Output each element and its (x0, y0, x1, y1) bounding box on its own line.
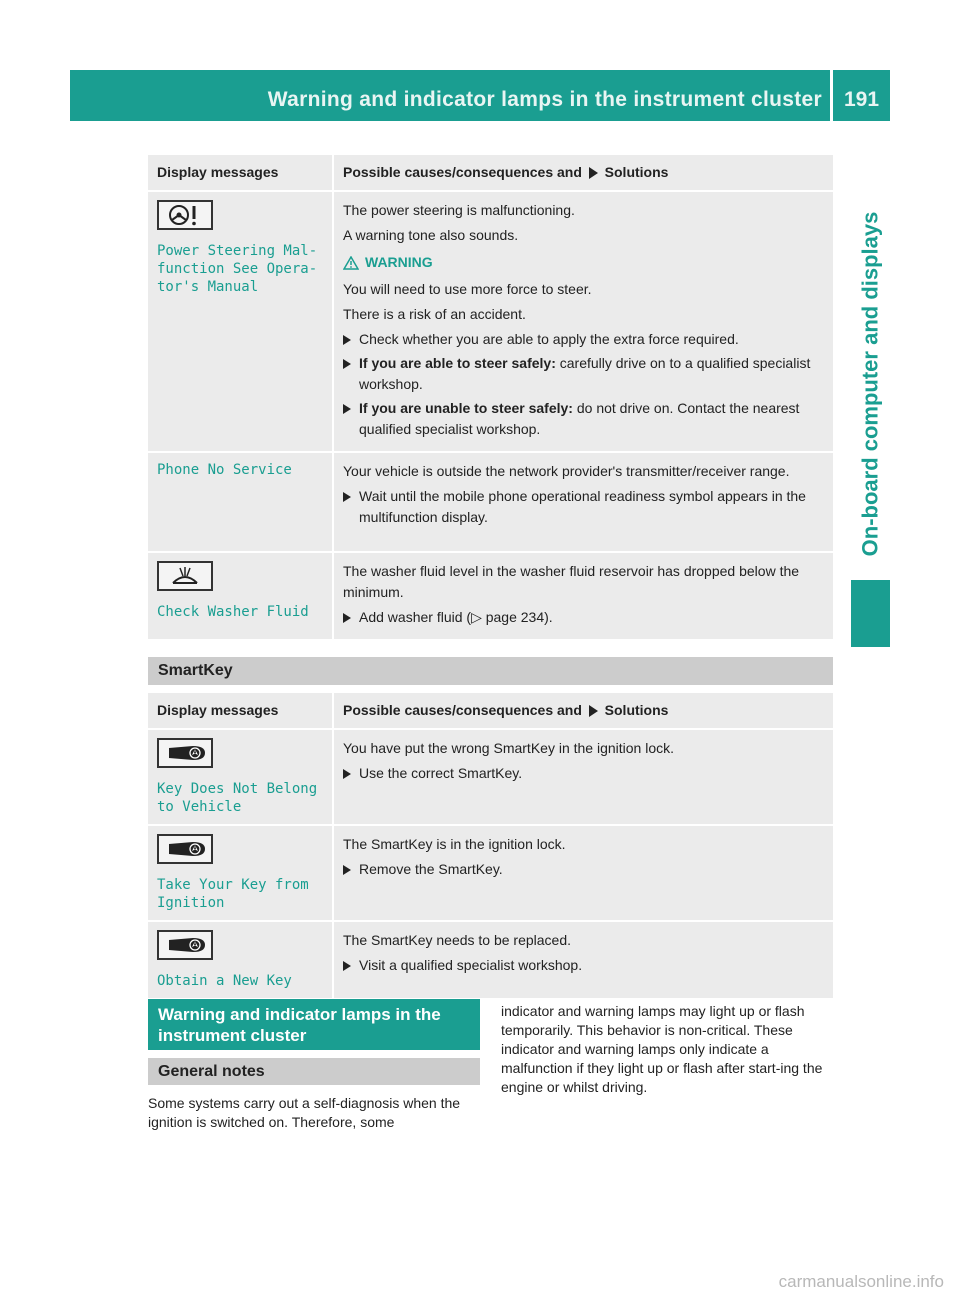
warning-notice: WARNING (343, 252, 824, 273)
display-message: Phone No Service (157, 462, 292, 478)
watermark: carmanualsonline.info (778, 1272, 944, 1291)
step-arrow-icon (343, 359, 351, 369)
step-arrow-icon (343, 613, 351, 623)
step-arrow-icon (343, 492, 351, 502)
step-arrow-icon (343, 404, 351, 414)
table-header-row (148, 155, 833, 191)
step-arrow-icon (343, 335, 351, 345)
message-cell (148, 825, 333, 921)
display-message: Check Washer Fluid (157, 604, 309, 620)
general-notes-text-right: indicator and warning lamps may light up or flash temporarily. This behavior is non-critical. These indicator and warning lamps only indicate a malfunction if they light up or flash after start-ing the engine or whilst driving. (501, 1003, 823, 1095)
page-number: 191 (843, 88, 880, 111)
side-chapter-marker (851, 580, 890, 647)
smartkey-messages-table (148, 693, 833, 1000)
message-cell (148, 191, 333, 452)
solution-cell: The SmartKey needs to be replaced. Visit a qualified specialist workshop. (333, 921, 833, 999)
instruction-step: Visit a qualified specialist workshop. (343, 955, 824, 976)
smartkey-icon (157, 834, 213, 864)
smartkey-icon (157, 930, 213, 960)
message-cell (148, 921, 333, 999)
table-row (148, 921, 833, 999)
lamps-section-title: Warning and indicator lamps in the instrument cluster (148, 999, 480, 1050)
steering-warning-icon (157, 200, 213, 230)
instruction-step: If you are unable to steer safely: do not drive on. Contact the nearest qualified specialist workshop. (343, 398, 824, 440)
header-title: Warning and indicator lamps in the instrument cluster (267, 88, 822, 111)
solution-arrow-icon (589, 705, 598, 717)
warning-triangle-icon (343, 256, 359, 270)
instruction-step: Use the correct SmartKey. (343, 763, 824, 784)
solution-cell: The SmartKey is in the ignition lock. Remove the SmartKey. (333, 825, 833, 921)
col-header-causes-solutions: Possible causes/consequences and Solutions (333, 693, 833, 729)
table-row (148, 552, 833, 640)
step-arrow-icon (343, 769, 351, 779)
table-row (148, 191, 833, 452)
table-header-row (148, 693, 833, 729)
display-messages-table (148, 155, 833, 641)
solution-cell: Your vehicle is outside the network provider's transmitter/receiver range. Wait until the mobile phone operational readiness symbol appears in the multifunction display. (333, 452, 833, 552)
table-row (148, 729, 833, 825)
general-notes-heading: General notes (148, 1058, 480, 1085)
solution-cell: The power steering is malfunctioning. A warning tone also sounds. WARNING You will need to use more force to steer. There is a risk of an accident. Check whether you are able to apply the extra force required. If you are able to steer safely: carefully drive on to a qualified specialist workshop. If you are unable to steer safely: do not drive on. Contact the nearest qualified specialist workshop. (333, 191, 833, 452)
col-header-display-messages: Display messages (148, 155, 333, 191)
instruction-step: Check whether you are able to apply the extra force required. (343, 329, 824, 350)
message-cell (148, 552, 333, 640)
instruction-step: Wait until the mobile phone operational readiness symbol appears in the multifunction display. (343, 486, 824, 528)
smartkey-icon (157, 738, 213, 768)
solution-cell: The washer fluid level in the washer fluid reservoir has dropped below the minimum. Add washer fluid (▷ page 234). (333, 552, 833, 640)
col-header-display-messages: Display messages (148, 693, 333, 729)
message-cell (148, 729, 333, 825)
step-arrow-icon (343, 961, 351, 971)
solution-arrow-icon (589, 167, 598, 179)
side-chapter-label: On-board computer and displays (857, 211, 883, 557)
general-notes-text-left: Some systems carry out a self-diagnosis when the ignition is switched on. Therefore, some (148, 1095, 461, 1130)
instruction-step: If you are able to steer safely: carefully drive on to a qualified specialist workshop. (343, 353, 824, 395)
page-header (70, 70, 890, 121)
display-message: Take Your Key from Ignition (157, 877, 309, 911)
display-message: Obtain a New Key (157, 973, 292, 989)
instruction-step: Remove the SmartKey. (343, 859, 824, 880)
side-chapter-tab (851, 121, 890, 647)
display-message: Key Does Not Belong to Vehicle (157, 781, 318, 815)
page-ref-arrow-icon: ▷ (471, 609, 482, 625)
col-header-causes-solutions: Possible causes/consequences and Solutions (333, 155, 833, 191)
instruction-step: Add washer fluid (▷ page 234). (343, 607, 824, 628)
table-row (148, 825, 833, 921)
solution-cell: You have put the wrong SmartKey in the ignition lock. Use the correct SmartKey. (333, 729, 833, 825)
table-row (148, 452, 833, 552)
step-arrow-icon (343, 865, 351, 875)
washer-fluid-icon (157, 561, 213, 591)
display-message: Power Steering Mal‐ function See Opera‐ tor's Manual (157, 243, 318, 295)
smartkey-section-title: SmartKey (148, 657, 833, 685)
message-cell (148, 452, 333, 552)
